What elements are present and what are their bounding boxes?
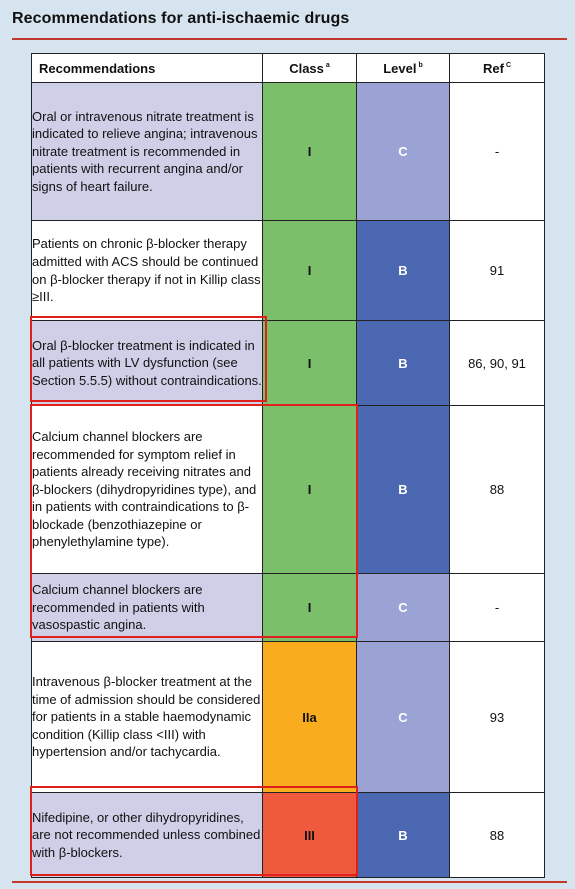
header-class-footnote: a xyxy=(325,62,330,70)
ref-cell: 91 xyxy=(450,221,545,321)
table-row xyxy=(32,642,545,793)
class-cell: IIa xyxy=(263,642,357,793)
ref-cell: - xyxy=(450,83,545,221)
class-cell: I xyxy=(263,221,357,321)
level-cell: B xyxy=(357,406,450,574)
level-cell: C xyxy=(357,574,450,642)
table-row xyxy=(32,321,545,406)
ref-cell: 88 xyxy=(450,406,545,574)
header-row xyxy=(32,54,545,83)
class-cell: I xyxy=(263,406,357,574)
recommendation-text: Oral β-blocker treatment is indicated in all patients with LV dysfunction (see Section 5.5.5) without contraindications. xyxy=(32,321,263,406)
title-divider xyxy=(12,38,567,40)
class-cell: I xyxy=(263,574,357,642)
recommendation-text: Patients on chronic β-blocker therapy admitted with ACS should be continued on β-blocker therapy if not in Killip class ≥III. xyxy=(32,221,263,321)
level-cell: B xyxy=(357,221,450,321)
class-cell: I xyxy=(263,83,357,221)
table-row xyxy=(32,221,545,321)
recommendation-text: Nifedipine, or other dihydropyridines, are not recommended unless combined with β-blockers. xyxy=(32,793,263,878)
ref-cell: 86, 90, 91 xyxy=(450,321,545,406)
level-cell: C xyxy=(357,83,450,221)
header-ref: Ref $^C$ xyxy=(450,54,545,83)
header-ref-footnote: C xyxy=(505,62,511,70)
level-cell: B xyxy=(357,321,450,406)
bottom-divider xyxy=(12,881,567,883)
header-level: Level $^b$ xyxy=(357,54,450,83)
table-row xyxy=(32,83,545,221)
ref-cell: 88 xyxy=(450,793,545,878)
table-row xyxy=(32,574,545,642)
section-title: Recommendations for anti-ischaemic drugs xyxy=(12,10,350,27)
header-recommendations: Recommendations xyxy=(32,54,263,83)
recommendation-text: Calcium channel blockers are recommended for symptom relief in patients already receiving nitrates and β-blockers (dihydropyridines type), and in patients with contraindications to β-blockade (benzothiazepine or phenylethylamine type). xyxy=(32,406,263,574)
ref-cell: 93 xyxy=(450,642,545,793)
recommendations-table xyxy=(31,53,545,878)
table-row xyxy=(32,406,545,574)
level-cell: C xyxy=(357,642,450,793)
class-cell: III xyxy=(263,793,357,878)
header-level-footnote: b xyxy=(418,62,423,70)
header-class: Class $^a$ xyxy=(263,54,357,83)
level-cell: B xyxy=(357,793,450,878)
recommendation-text: Intravenous β-blocker treatment at the time of admission should be considered for patients in a stable haemodynamic condition (Killip class <III) with hypertension and/or tachycardia. xyxy=(32,642,263,793)
recommendation-text: Calcium channel blockers are recommended in patients with vasospastic angina. xyxy=(32,574,263,642)
class-cell: I xyxy=(263,321,357,406)
table-row xyxy=(32,793,545,878)
ref-cell: - xyxy=(450,574,545,642)
recommendation-text: Oral or intravenous nitrate treatment is indicated to relieve angina; intravenous nitrate treatment is recommended in patients with recurrent angina and/or signs of heart failure. xyxy=(32,83,263,221)
